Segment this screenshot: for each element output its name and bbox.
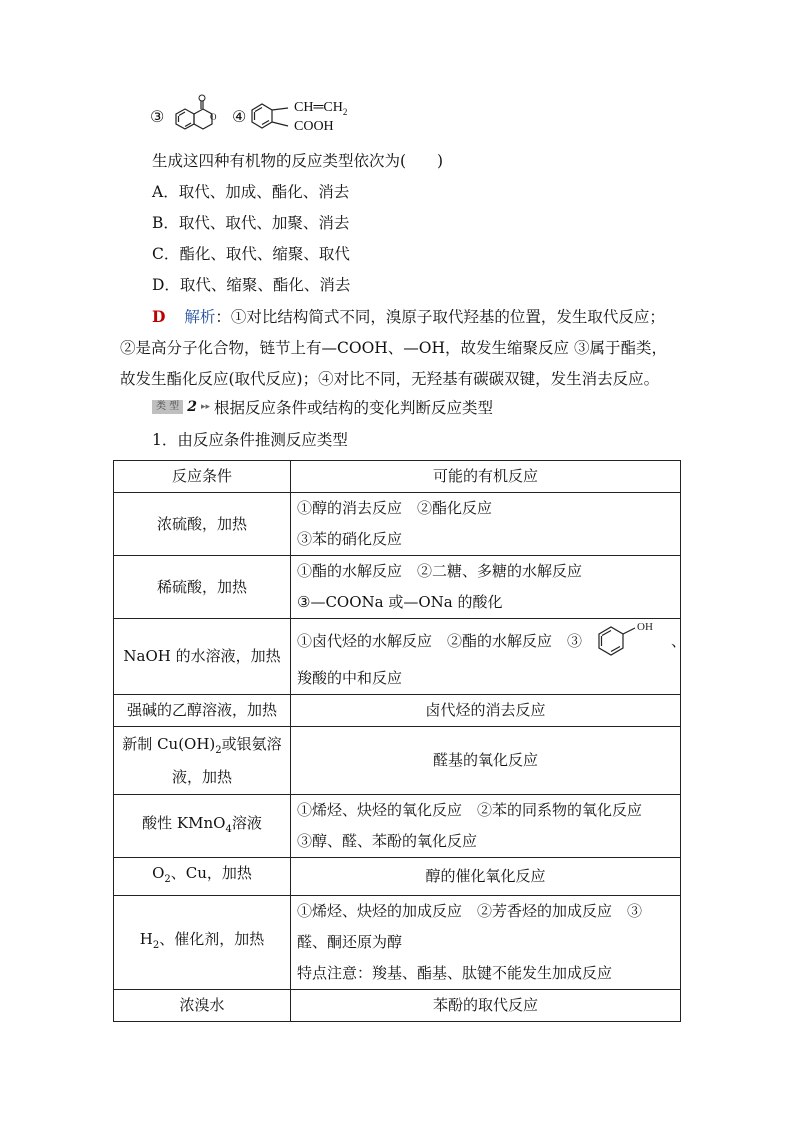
answer-line-1 xyxy=(152,307,665,327)
condition-subscript: 2 xyxy=(215,745,222,756)
condition-subscript: 4 xyxy=(225,823,232,835)
reaction-line: 特点注意：羧基、酯基、肽键不能发生加成反应 xyxy=(297,964,613,982)
table-header-row xyxy=(114,461,681,493)
isochromanone-structure xyxy=(168,92,224,138)
condition-text: O xyxy=(152,864,165,882)
reaction-line: ①酯的水解反应 ②二糖、多糖的水解反应 xyxy=(297,562,583,580)
reaction-line: ①烯烃、炔烃的氧化反应 ②苯的同系物的氧化反应 xyxy=(297,801,643,819)
header-condition: 反应条件 xyxy=(114,461,291,493)
row-condition xyxy=(114,858,291,896)
vinyl-text: CH═CH xyxy=(294,100,343,115)
condition-text-end: 、Cu，加热 xyxy=(170,864,252,882)
structure-4-label: ④ xyxy=(232,107,247,126)
row-reactions xyxy=(291,556,681,619)
reaction-text-end: 、 xyxy=(670,632,686,650)
row-condition xyxy=(114,795,291,858)
table-row xyxy=(114,858,681,896)
arrow-icon: ▸▸ xyxy=(200,402,210,412)
sub-heading: 1．由反应条件推测反应类型 xyxy=(152,431,348,449)
table-row xyxy=(114,619,681,695)
condition-subscript: 2 xyxy=(152,940,160,951)
row-condition xyxy=(114,727,291,795)
option-b: B．取代、取代、加聚、消去 xyxy=(152,214,350,232)
answer-line-3: 故发生酯化反应(取代反应)；④对比不同，无羟基有碳碳双键，发生消去反应。 xyxy=(120,370,660,388)
reaction-line: ①烯烃、炔烃的加成反应 ②芳香烃的加成反应 ③ xyxy=(297,902,643,920)
option-a: A．取代、加成、酯化、消去 xyxy=(152,183,350,201)
vinyl-subscript: 2 xyxy=(342,106,348,117)
table-row xyxy=(114,493,681,556)
condition-text: 新制 Cu(OH) xyxy=(122,735,216,753)
table-row xyxy=(114,896,681,990)
table-row xyxy=(114,727,681,795)
answer-line-2: ②是高分子化合物，链节上有—COOH、—OH，故发生缩聚反应 ③属于酯类， xyxy=(120,339,667,357)
table-row xyxy=(114,795,681,858)
condition-line: 液，加热 xyxy=(171,768,232,786)
analysis-text-1: ：①对比结构简式不同，溴原子取代羟基的位置，发生取代反应； xyxy=(215,308,665,326)
condition-text-end: 或银氨溶 xyxy=(221,735,282,753)
row-condition: 浓溴水 xyxy=(114,990,291,1022)
condition-subscript: 2 xyxy=(164,874,171,885)
section-title: 根据反应条件或结构的变化判断反应类型 xyxy=(213,399,493,417)
reaction-line: ③—COONa 或—ONa 的酸化 xyxy=(297,593,503,611)
condition-text: 酸性 KMnO xyxy=(142,813,226,832)
reaction-line: 羧酸的中和反应 xyxy=(297,669,403,687)
section-type-tag xyxy=(152,398,493,416)
reaction-line: ①醇的消去反应 ②酯化反应 xyxy=(297,499,493,517)
phenol-structure xyxy=(587,620,657,664)
reaction-line: ③苯的硝化反应 xyxy=(297,530,403,548)
reaction-line: 醛、酮还原为醇 xyxy=(297,933,403,951)
condition-text: H xyxy=(139,930,153,948)
row-reactions: 卤代烃的消去反应 xyxy=(291,695,681,727)
acrylic-benzoic-structure xyxy=(246,98,296,138)
condition-text-end: 溶液 xyxy=(231,813,262,832)
row-reactions: 醛基的氧化反应 xyxy=(291,727,681,795)
table-row xyxy=(114,695,681,727)
option-d: D．取代、缩聚、酯化、消去 xyxy=(152,276,351,294)
phenol-oh-label: OH xyxy=(636,621,653,633)
reaction-line: ③醇、醛、苯酚的氧化反应 xyxy=(297,832,478,850)
condition-text-end: 、催化剂，加热 xyxy=(159,930,265,948)
table-row xyxy=(114,556,681,619)
table-row xyxy=(114,990,681,1022)
row-condition xyxy=(114,896,291,990)
row-condition: 强碱的乙醇溶液，加热 xyxy=(114,695,291,727)
type-number: 2 xyxy=(187,399,197,415)
row-reactions xyxy=(291,795,681,858)
row-reactions: 苯酚的取代反应 xyxy=(291,990,681,1022)
question-stem: 生成这四种有机物的反应类型依次为( ) xyxy=(152,152,444,170)
row-reactions xyxy=(291,493,681,556)
ring-oxygen-label: O xyxy=(210,112,217,122)
answer-letter: D xyxy=(152,307,166,326)
type-badge: 类 型 xyxy=(152,400,183,414)
carboxyl-group: COOH xyxy=(294,119,334,134)
vinyl-group xyxy=(294,100,347,117)
condition-line xyxy=(118,731,286,764)
header-reaction: 可能的有机反应 xyxy=(291,461,681,493)
row-reactions xyxy=(291,896,681,990)
structure-3-label: ③ xyxy=(150,107,165,126)
option-c: C．酯化、取代、缩聚、取代 xyxy=(152,245,350,263)
row-condition: 浓硫酸，加热 xyxy=(114,493,291,556)
reaction-text: ①卤代烃的水解反应 ②酯的水解反应 ③ xyxy=(297,632,583,650)
row-reactions xyxy=(291,619,686,695)
analysis-label: 解析 xyxy=(184,308,216,326)
row-reactions: 醇的催化氧化反应 xyxy=(291,858,681,896)
row-condition: 稀硫酸，加热 xyxy=(114,556,291,619)
row-condition: NaOH 的水溶液，加热 xyxy=(114,619,291,695)
reaction-line xyxy=(297,619,686,663)
reaction-condition-table xyxy=(113,460,686,1022)
